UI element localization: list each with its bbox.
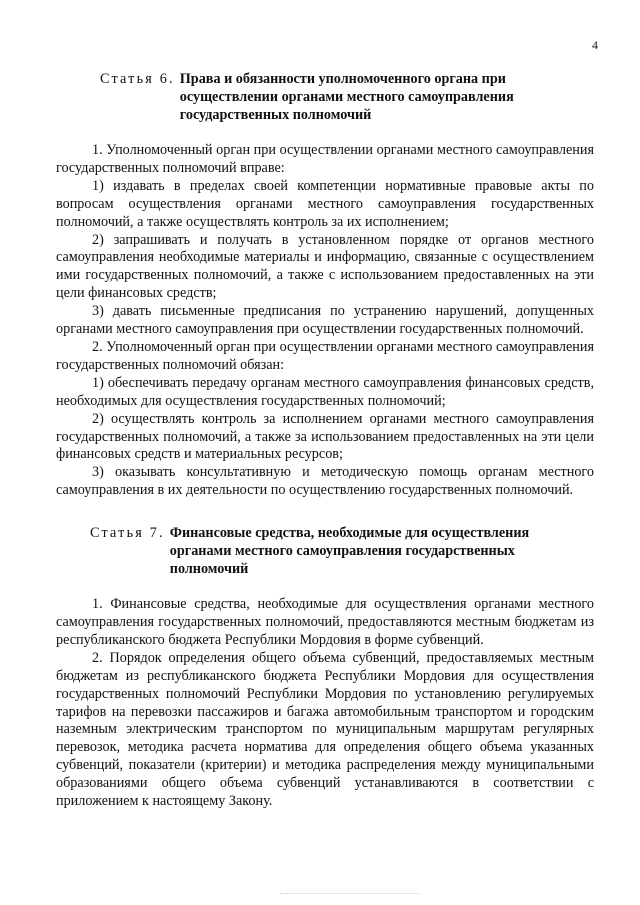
article-7-heading-line-1: Финансовые средства, необходимые для осуществления bbox=[169, 525, 530, 542]
article-6-paragraph-3: 2) запрашивать и получать в установленном порядке от органов местного самоуправления необходимые материалы и информацию, связанные с осуществлением ими государственных полномочий, а также с использованием предоставленных на эти цели финансовых средств; bbox=[56, 231, 594, 302]
article-7-title bbox=[90, 524, 594, 578]
article-6-paragraph-8: 3) оказывать консультативную и методическую помощь органам местного самоуправления в их деятельности по осуществлению государственных полномочий. bbox=[56, 464, 594, 499]
article-7-heading-line-2: органами местного самоуправления государственных bbox=[169, 543, 515, 560]
document-body bbox=[56, 66, 594, 811]
article-7-label: Статья 7. bbox=[90, 525, 165, 542]
article-6-heading-line-2: осуществлении органами местного самоуправления bbox=[179, 89, 514, 105]
article-7-heading-line-3: полномочий bbox=[169, 561, 249, 578]
article-6-paragraph-2: 1) издавать в пределах своей компетенции нормативные правовые акты по вопросам осуществления органами местного самоуправления государственных полномочий, а также осуществлять контроль за их исполнением; bbox=[56, 177, 594, 230]
article-6-title bbox=[100, 70, 594, 124]
article-7-heading bbox=[170, 524, 529, 578]
article-6-heading-line-3: государственных полномочий bbox=[179, 107, 372, 123]
article-6-heading-line-1: Права и обязанности уполномоченного органа при bbox=[179, 71, 506, 87]
article-6-paragraph-4: 3) давать письменные предписания по устранению нарушений, допущенных органами местного самоуправления при осуществлении государственных полномочий. bbox=[56, 303, 594, 338]
scan-artifact bbox=[280, 893, 420, 898]
article-6-label: Статья 6. bbox=[100, 71, 175, 87]
article-6-heading bbox=[180, 70, 514, 124]
article-7-paragraph-2: 2. Порядок определения общего объема субвенций, предоставляемых местным бюджетам из республиканского бюджета Республики Мордовия для осуществления государственных полномочий Республики Мордовия по установлению регулируемых тарифов на перевозки пассажиров и багажа автомобильным транспортом и городским наземным электрическим транспортом по муниципальным маршрутам регулярных перевозок, методика расчета норматива для определения общего объема указанных субвенций, показатели (критерии) и методика распределения между муниципальными образованиями общего объема субвенций устанавливаются в соответствии с приложением к настоящему Закону. bbox=[56, 649, 594, 810]
article-6-paragraph-7: 2) осуществлять контроль за исполнением органами местного самоуправления государственных полномочий, а также за использованием предоставленных на эти цели финансовых средств и материальных ресурсов; bbox=[56, 410, 594, 463]
article-6-paragraph-1: 1. Уполномоченный орган при осуществлении органами местного самоуправления государственных полномочий вправе: bbox=[56, 142, 594, 176]
article-6-paragraph-6: 1) обеспечивать передачу органам местного самоуправления финансовых средств, необходимых для осуществления государственных полномочий; bbox=[56, 374, 594, 409]
article-6-paragraph-5: 2. Уполномоченный орган при осуществлении органами местного самоуправления государственных полномочий обязан: bbox=[56, 338, 594, 373]
article-7-paragraph-1: 1. Финансовые средства, необходимые для осуществления органами местного самоуправления государственных полномочий, предоставляются местным бюджетам из республиканского бюджета Республики Мордовия в форме субвенций. bbox=[56, 596, 594, 648]
page-number: 4 bbox=[592, 38, 598, 52]
